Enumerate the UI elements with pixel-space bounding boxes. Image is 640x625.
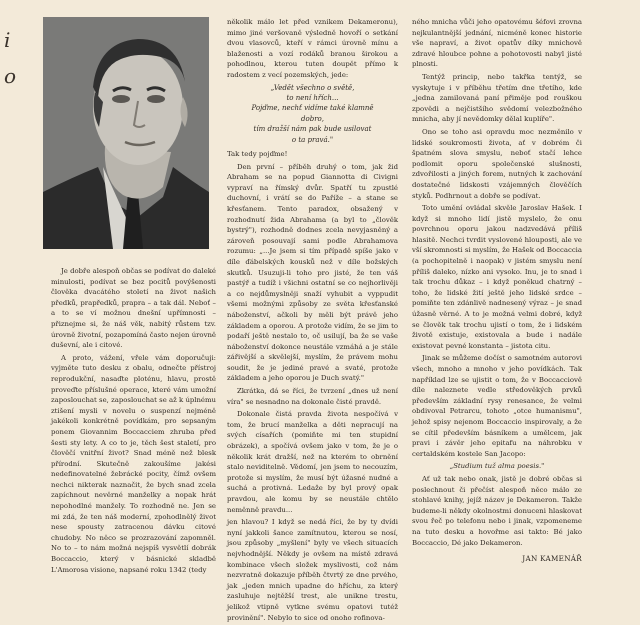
verse-quote <box>227 83 398 145</box>
middle-column <box>227 17 398 625</box>
right-paragraph-7: Ať už tak nebo onak, jistě je dobré občas si poslechnout či přečíst alespoň něco málo ze stohlavé knihy, jejíž název je Dekameron. Takže budeme-li někdy okolnostmi donuceni hlaskovat svou řeč po telefonu nebo i jinak, vzpomeneme na tuto desku a hovořme asi takto: Bé jako Boccaccio, Dé jako Dekameron. <box>412 474 582 547</box>
portrait-photo-icon <box>43 17 209 249</box>
middle-paragraph-2: Den první – příběh druhý o tom, jak žid Abraham se na popud Giannotta di Civigni vypraví na římský dvůr. Spatří tu zpustlé duchovní, i vrátí se do Paříže – a stane se křesťanem. Tento paradox, obsažený v rozhodnutí žida Abrahama (a byl to „člověk bystrý"), rozhodně dodnes zcela nevyjasněný a zároveň posouvají sami podle Abrahamova rozumu: „...Je jsem si tím případě spíše jako v díle ďábelských kousků než v díle božských skutků. Usuzuji-li toho pro jisté, že ten váš pastýř a tudíž i všichni ostatní se co nejhorlivěji a co nejdůmyslněji snaží vyhubit a vyppudit všemi možnými způsoby ze světa křesťanské náboženství, ačkoli by měli být právě jeho základem a oporou. A protože vidím, že se jim to podaří ještě nestalo to, oč usilují, ba že se vaše náboženství dokonce neustále vzmáhá a je stále zářivější a skvělejší, myslím, že právem mohu soudit, že je jediné pravé a svaté, protože základem a jeho oporou je Duch svatý." <box>227 162 398 383</box>
edge-letter-1: i <box>4 28 11 52</box>
author-signature: JAN KAMENÁŘ <box>522 554 582 564</box>
left-paragraph-1: Je dobře alespoň občas se podívat do daleké minulosti, podívat se bez pocitů povýšenosti člověka dvacátého století na život našich předků, prapředků, prapra – a tak dál. Neboť – a to se ví možnou dnešní upřímnosti – přiznejme si, že náš věk, nabitý růstem tzv. úrovně životní, pozapomíná často nejen úrovně duševní, ale i citové. <box>51 267 216 350</box>
verse-line-3: Pojďme, nechť vidíme také klamně <box>251 104 374 113</box>
middle-paragraph-3: Zkrátka, dá se říci, že tvrzení „dnes už není víra" se nesnadno na dokonale čisté pravdě. <box>227 387 398 406</box>
edge-letter-2: o <box>4 64 17 88</box>
verse-line-1: „Vedět všechno o světě, <box>270 83 355 92</box>
middle-paragraph-5: jen hlavou? I když se nedá říci, že by ty dvídi nyní jakkoli šance zamítnutou, kterou se nosí, jsou způsoby „myšlení" byly ve všech situacích nejvhodnější. Někdy je ovšem na místě zdravá kombinace všech složek myslivosti, což nám nezvratně dokazuje příběh čtvrtý ze dne prvého, jak „jeden mnich upadne do hříchu, za který zasluhuje nejtěžší trest, ale unikne trestu, jelikož vtipně vytkne svému opatovi tutéž provinění". Nebylo to sice od onoho rofinova- <box>227 518 398 622</box>
right-paragraph-4: Toto umění ovládal skvěle Jaroslav Hašek. I když si mnoho lidí jistě myslelo, že onu povrchnou oporu jakou nadzvedává příliš hlasitě. Nechci tvrdit vyslovené hlouposti, ale ve vší skromnosti si myslím, že Hašek od Boccaccia (a pochopitelně i naopak) v jistém smyslu není příliš daleko, nízko ani vysoko. Inu, je to snad i tak trochu důkaz – i když poněkud chatrný – toho, že lidské žití ještě jeho lidské srdce – pomiňte ten zdánlivě nadnesený výraz – je snad úžasně věrné. A to je možná velmi dobré, když se člověk tak trochu ujistí o tom, že i lidském životě existuje, existovala a bude i nadále existovat pevné konstanta – jistota citu. <box>412 204 582 350</box>
verse-line-5: tím dražší nám pak bude usilovat <box>253 125 372 134</box>
verse-line-4: dobro, <box>301 114 324 123</box>
right-paragraph-2: Tentýž princip, nebo takřka tentýž, se vyskytuje i v příběhu třetím dne třetího, kde „jedna zamilovaná paní přiměje pod rouškou zpovědi a nejčistšího svědomí velezbožného mnicha, aby jí nevědomky dělal kuplíře". <box>412 72 582 124</box>
verse-line-2: to není hřích... <box>286 93 339 102</box>
middle-paragraph-1: Tak tedy pojďme! <box>227 150 288 158</box>
middle-lead-paragraph: několik málo let před vznikem Dekameronu), mimo jiné veršovaně výsledně hovoří o setkání dvou vlasovců, kteří v rámci úrovně mínu a blaženosti a vozí rodáků branou širokou a pohodlnou, kterou tuten doupět přímo k radostem z vecí pozemských, jede: <box>227 18 398 79</box>
right-paragraph-1: ného mnicha vůči jeho opatovému šéfovi zrovna nejkulantnější jednání, nicméně konec historie vše napraví, a život opatův díky mnichově zdravé hloubce pohne a pohotovosti nabyl jisté plnosti. <box>412 18 582 69</box>
left-column <box>51 266 216 577</box>
left-paragraph-2: A proto, vážení, vřele vám doporučuji: vyjměte tuto desku z obalu, odnečte přístroj reprodukční, nasaďte ploténu, hlavu, prostě proveďte příslušné operace, které vám umožní zaposlouchat se, zaposlouchat se až k úplnému ztišení mysli v novelu o suspenzí nejméně jakékoli konkrétně povídkám, pro sepsaným ponem Giovannim Boccacciem zhruba před šesti sty lety. A co to je, těch šest staletí, pro člověčí vnitřní život? Snad méně než blesk přírodní. Skutečně zakoušíme jakési nedefinovatelné žebrácké pocity, čímž ovšem nechci nikterak naznačit, že bych snad zcela zapíchnout nevěrné manželky a nopak hrát nepohodlné manžely. To rozhodně ne. Jen se mi zdá, že ten náš moderní, zpohodlnělý život nese spousty zatracenou dávku citové chudoby. No něco se prozrazování zapomněl. No to – to nám možná nejspíš vysvětlí dobrák Boccaccio, který v básnické skladbě L'Amorosa visione, napsané roku 1342 (tedy <box>51 353 216 574</box>
right-column <box>412 17 582 565</box>
author-portrait-photo <box>43 17 209 249</box>
middle-paragraph-4: Dokonale čistá pravda života nespočívá v tom, že brucí manželka a děti nepracují na svých císařích (pomiňte mi ten stupidní obrázek), a spočívá ovšem jako v tom, že je o několik krát dražší, než na kterém to obrnění stalo neviditelně. Vědomí, jen jsem to necouzím, protože si myslím, že musí být úžasné nudné a suchá a protivná. Ledaže by byl prový opak pravdou, ale komu by se neustále chtělo neměnně pravdu... <box>227 410 398 514</box>
right-paragraph-3: Ono se toho asi opravdu moc nezměnilo v lidské soukromosti života, ať v dobrém či špatném slova smyslu, neboť stačí lehce podlomit oporu společenské slušnosti, zdvořilosti a jiných forem, nutných k zachování dostatečné lidskosti vzájemných člověčích styků. Podhrnout a dobře se podívat. <box>412 127 582 200</box>
epitaph-quote: „Studium tuž alma poesis." <box>449 462 545 471</box>
right-paragraph-5: Jinak se můžeme dočíst o samotném autorovi všech, mnoho a mnoho v jeho povídkách. Tak například lze se ujistit o tom, že v Boccacciově díle naleznete vedle středověkých prvků především základní rysy renesance, že velmi obdivoval Petrarcu, tohoto „otce humanismu", jehož spisy nejenom Boccaccio inspirovaly, a že se cítil především básníkem a umělcem, jak pravi i závěr jeho epitafu na náhrobku v certaldském kostele San Jacopo: <box>412 354 582 458</box>
edge-letters <box>4 22 26 94</box>
verse-line-6: o ta pravá." <box>291 135 334 144</box>
